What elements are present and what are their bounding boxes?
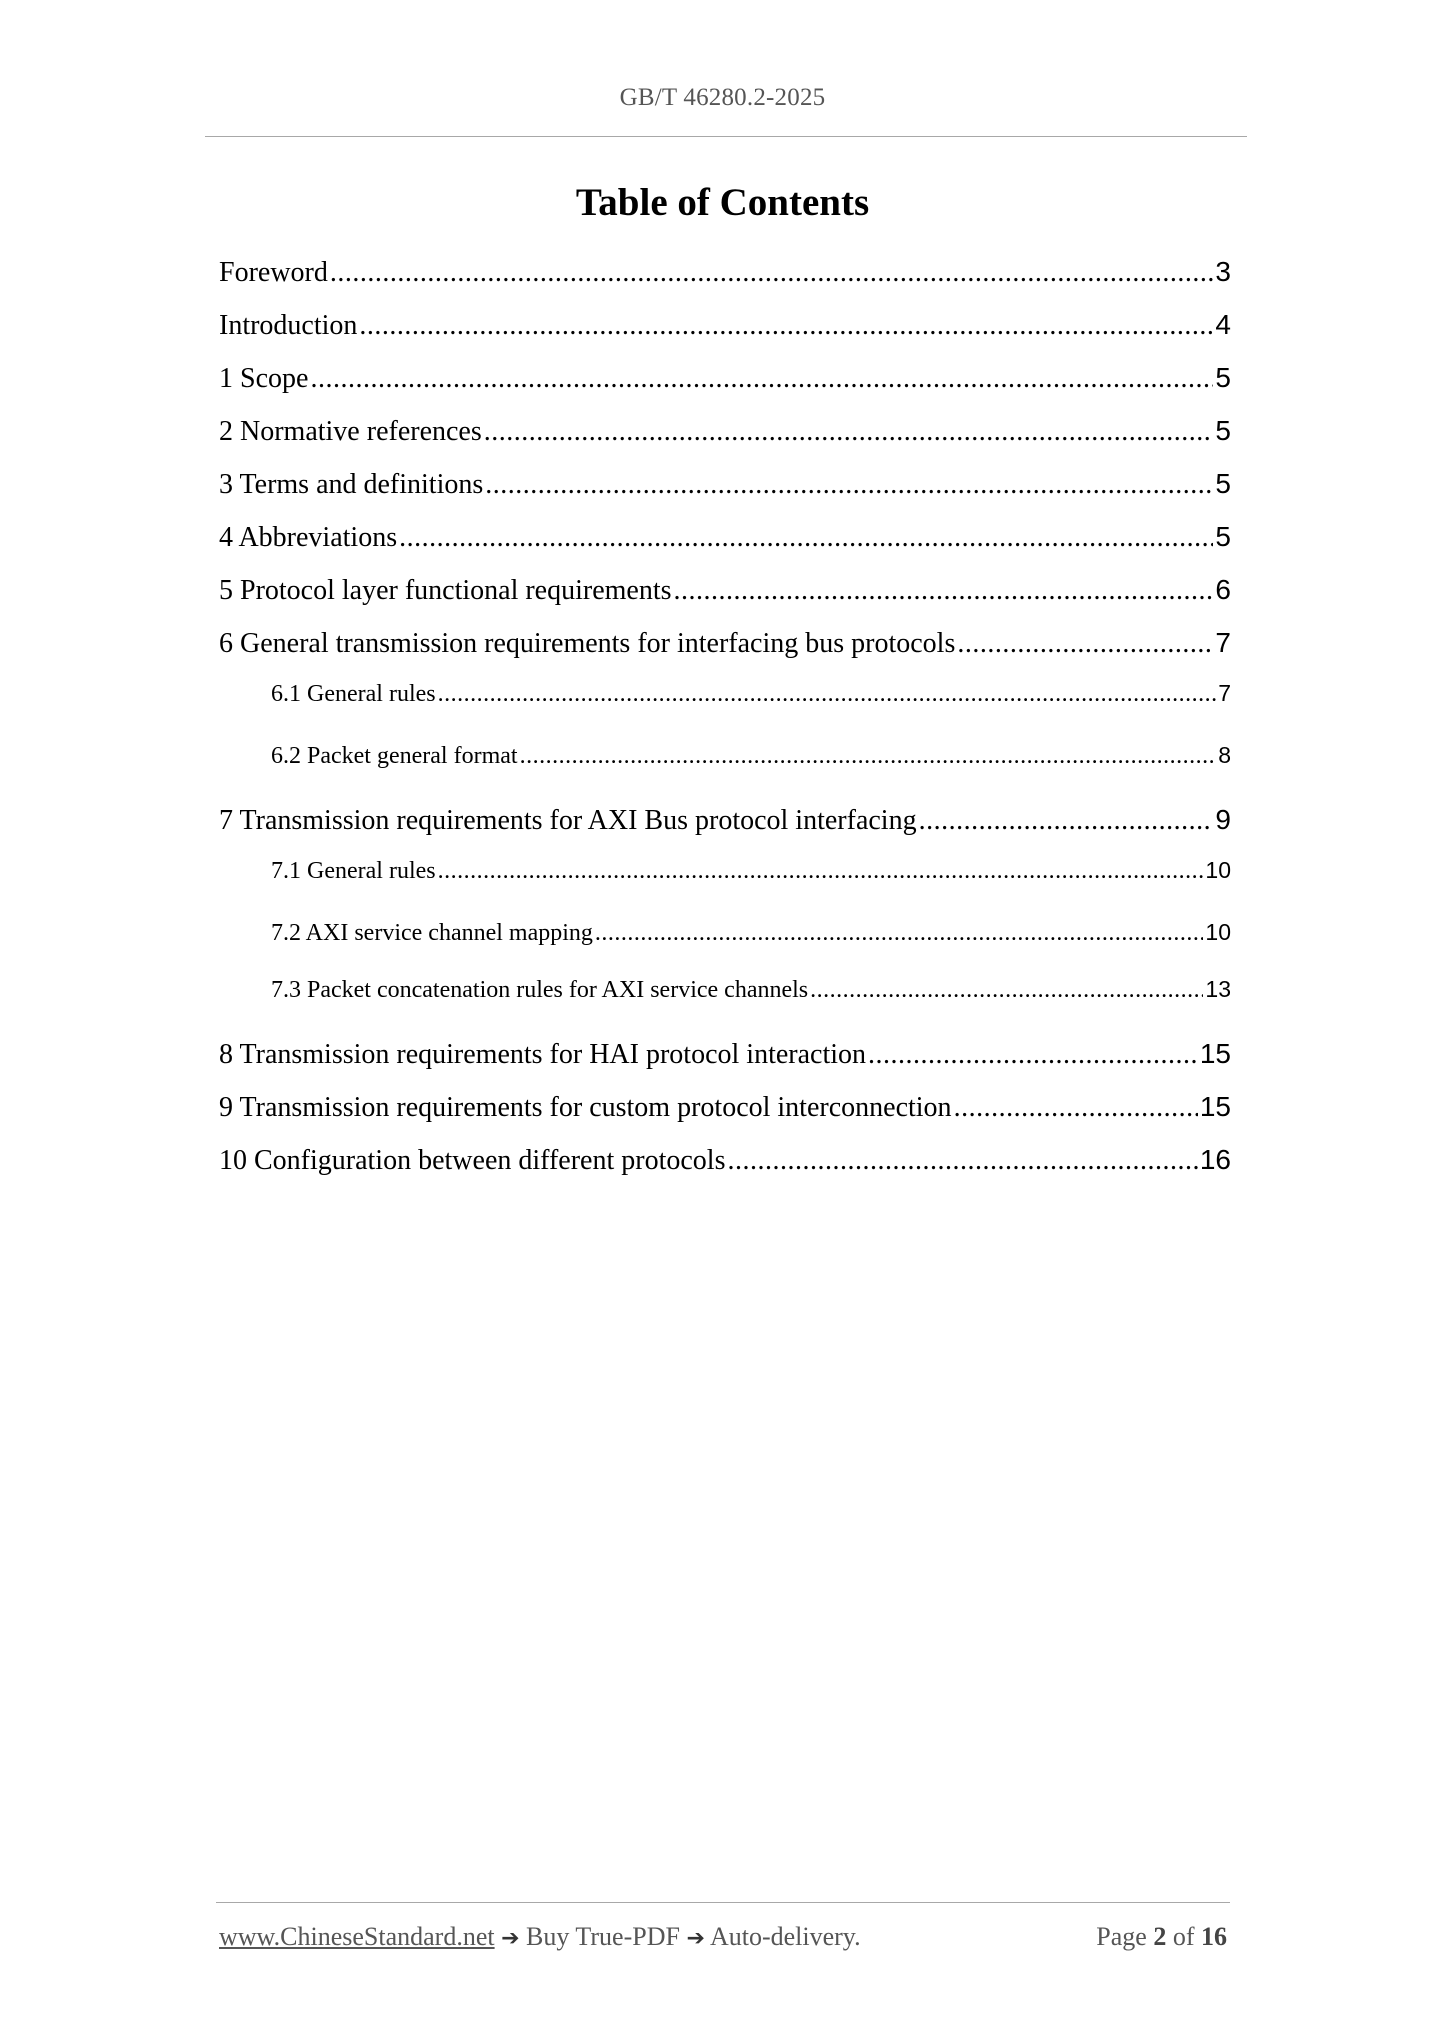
toc-entry-label: 2 Normative references xyxy=(219,416,482,447)
toc-entry-page: 16 xyxy=(1199,1144,1231,1175)
toc-entry-label: Foreword xyxy=(219,257,328,288)
toc-title: Table of Contents xyxy=(575,181,870,224)
dot-leader xyxy=(359,310,1213,342)
toc-entry-scope[interactable] xyxy=(219,362,1231,415)
dot-leader xyxy=(595,920,1204,947)
table-of-contents xyxy=(219,256,1231,1197)
current-page: 2 xyxy=(1153,1922,1167,1951)
page-word: Page xyxy=(1096,1922,1147,1951)
buy-true-pdf-text: Buy True-PDF xyxy=(526,1922,680,1951)
toc-entry-introduction[interactable] xyxy=(219,309,1231,362)
toc-entry-section-5[interactable] xyxy=(219,574,1231,627)
toc-entry-label: 6.1 General rules xyxy=(271,681,436,707)
toc-entry-page: 10 xyxy=(1205,919,1231,945)
toc-entry-page: 7 xyxy=(1215,627,1231,658)
toc-entry-page: 5 xyxy=(1215,468,1231,499)
dot-leader xyxy=(310,363,1213,395)
toc-entry-page: 6 xyxy=(1215,574,1231,605)
toc-entry-page: 9 xyxy=(1215,804,1231,835)
page-footer xyxy=(219,1922,1227,1952)
auto-delivery-text: Auto-delivery. xyxy=(709,1922,861,1951)
toc-entry-label: 7.1 General rules xyxy=(271,858,436,884)
toc-entry-section-8[interactable] xyxy=(219,1038,1231,1091)
toc-entry-label: 7.3 Packet concatenation rules for AXI service channels xyxy=(271,977,809,1003)
toc-entry-label: 10 Configuration between different protocols xyxy=(219,1145,726,1176)
toc-entry-page: 7 xyxy=(1218,680,1231,706)
header-divider xyxy=(205,136,1247,137)
footer-divider xyxy=(216,1902,1230,1903)
toc-entry-section-7-1[interactable] xyxy=(219,857,1231,919)
toc-entry-label: 7 Transmission requirements for AXI Bus protocol interfacing xyxy=(219,805,917,836)
toc-entry-section-9[interactable] xyxy=(219,1091,1231,1144)
toc-entry-section-6[interactable] xyxy=(219,627,1231,680)
toc-entry-foreword[interactable] xyxy=(219,256,1231,309)
page-number xyxy=(1096,1922,1227,1952)
toc-entry-page: 15 xyxy=(1199,1038,1231,1069)
dot-leader xyxy=(330,257,1214,289)
toc-entry-page: 5 xyxy=(1215,521,1231,552)
footer-promo xyxy=(219,1922,861,1952)
toc-entry-label: 7.2 AXI service channel mapping xyxy=(271,920,593,946)
toc-entry-section-10[interactable] xyxy=(219,1144,1231,1197)
toc-entry-page: 15 xyxy=(1199,1091,1231,1122)
toc-entry-label: 3 Terms and definitions xyxy=(219,469,484,500)
toc-entry-page: 5 xyxy=(1215,415,1231,446)
toc-entry-page: 3 xyxy=(1215,256,1231,287)
toc-entry-page: 13 xyxy=(1205,976,1231,1002)
toc-entry-label: 8 Transmission requirements for HAI protocol interaction xyxy=(219,1039,867,1070)
dot-leader xyxy=(438,681,1217,708)
dot-leader xyxy=(810,977,1203,1004)
toc-entry-section-7-3[interactable] xyxy=(219,976,1231,1038)
website-link[interactable]: www.ChineseStandard.net xyxy=(219,1922,495,1951)
right-arrow-icon: ➔ xyxy=(686,1926,705,1951)
dot-leader xyxy=(484,416,1214,448)
toc-entry-label: 6.2 Packet general format xyxy=(271,743,518,769)
toc-entry-label: 9 Transmission requirements for custom protocol interconnection xyxy=(219,1092,952,1123)
dot-leader xyxy=(868,1039,1198,1071)
toc-entry-section-6-1[interactable] xyxy=(219,680,1231,742)
toc-entry-page: 8 xyxy=(1218,742,1231,768)
dot-leader xyxy=(954,1092,1198,1124)
toc-entry-page: 4 xyxy=(1215,309,1231,340)
dot-leader xyxy=(674,575,1214,607)
right-arrow-icon: ➔ xyxy=(501,1926,520,1951)
dot-leader xyxy=(438,858,1204,885)
page-of-word: of xyxy=(1172,1922,1195,1951)
toc-entry-label: 5 Protocol layer functional requirements xyxy=(219,575,672,606)
toc-entry-section-7-2[interactable] xyxy=(219,919,1231,976)
dot-leader xyxy=(727,1145,1197,1177)
dot-leader xyxy=(957,628,1213,660)
dot-leader xyxy=(485,469,1213,501)
toc-entry-abbreviations[interactable] xyxy=(219,521,1231,574)
dot-leader xyxy=(399,522,1213,554)
toc-entry-normative-references[interactable] xyxy=(219,415,1231,468)
total-pages: 16 xyxy=(1201,1922,1227,1951)
toc-entry-section-7[interactable] xyxy=(219,804,1231,857)
toc-entry-section-6-2[interactable] xyxy=(219,742,1231,804)
toc-entry-label: 4 Abbreviations xyxy=(219,522,398,553)
running-header: GB/T 46280.2-2025 xyxy=(619,84,826,111)
toc-entry-label: Introduction xyxy=(219,310,358,341)
toc-entry-label: 6 General transmission requirements for interfacing bus protocols xyxy=(219,628,956,659)
toc-entry-label: 1 Scope xyxy=(219,363,309,394)
toc-entry-terms-and-definitions[interactable] xyxy=(219,468,1231,521)
dot-leader xyxy=(919,805,1214,837)
toc-entry-page: 10 xyxy=(1205,857,1231,883)
toc-entry-page: 5 xyxy=(1215,362,1231,393)
dot-leader xyxy=(520,743,1217,770)
